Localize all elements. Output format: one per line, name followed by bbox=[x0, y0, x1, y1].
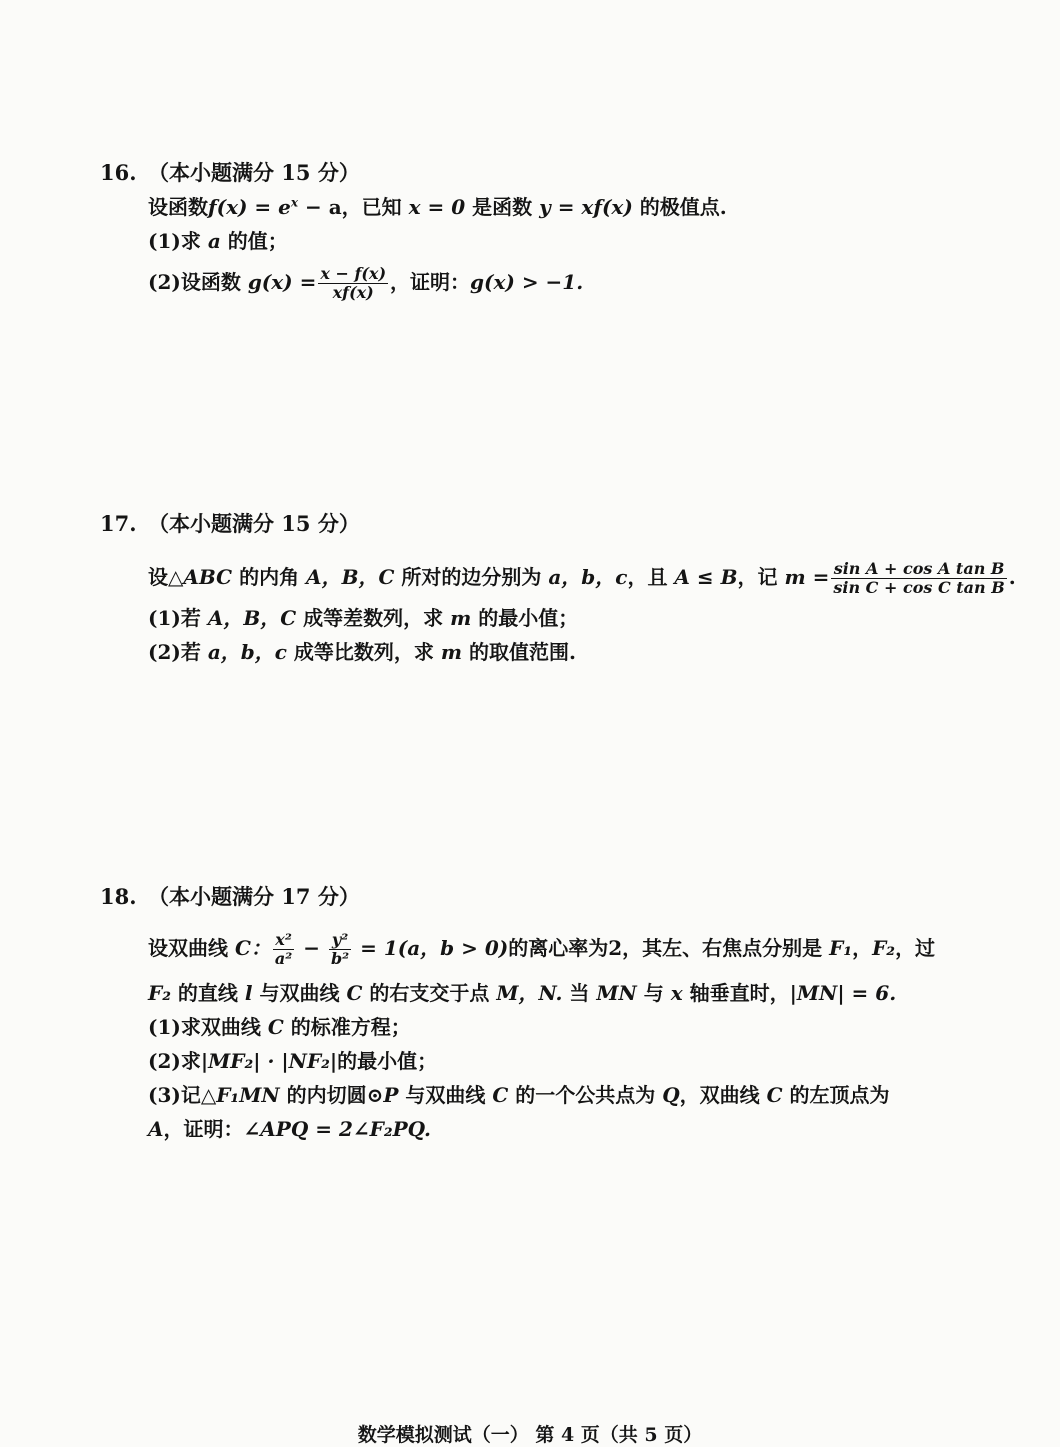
points-mn: M，N. bbox=[496, 981, 563, 1005]
variable-m: m = bbox=[784, 565, 830, 589]
focus-f1: F₁ bbox=[829, 936, 853, 960]
score-note: （本小题满分 15 分） bbox=[148, 160, 360, 185]
text: 设函数 bbox=[148, 195, 208, 219]
score-note: （本小题满分 17 分） bbox=[148, 884, 360, 909]
text: ，记 bbox=[737, 565, 785, 589]
part-label: (1)求 bbox=[148, 229, 208, 253]
problem-heading bbox=[100, 507, 960, 541]
text: 当 bbox=[562, 981, 597, 1005]
problem-heading bbox=[100, 156, 960, 190]
problem-number: 18. bbox=[100, 884, 137, 909]
fraction-numerator: x − f(x) bbox=[320, 263, 387, 283]
fraction bbox=[318, 265, 388, 303]
problem-statement bbox=[148, 190, 960, 224]
fraction-denominator: sin C + cos C tan B bbox=[833, 578, 1005, 597]
part-1 bbox=[148, 224, 960, 258]
text: 设△ bbox=[148, 565, 184, 589]
text: ， bbox=[852, 936, 873, 960]
text: 的左顶点为 bbox=[782, 1083, 890, 1107]
text: 的最小值； bbox=[471, 606, 579, 630]
part-label: (3)记△ bbox=[148, 1083, 217, 1107]
text: 的取值范围. bbox=[462, 640, 576, 664]
text: 是函数 bbox=[465, 195, 540, 219]
text: 与双曲线 bbox=[398, 1083, 493, 1107]
text: 的直线 bbox=[170, 981, 245, 1005]
text: − bbox=[296, 936, 327, 960]
text: 设双曲线 bbox=[148, 936, 235, 960]
fraction-numerator: x² bbox=[273, 931, 294, 950]
segment-mn: MN bbox=[596, 981, 637, 1005]
part-1 bbox=[148, 601, 960, 635]
text: . bbox=[1008, 565, 1016, 589]
claim: g(x) > −1. bbox=[470, 270, 584, 294]
score-note: （本小题满分 15 分） bbox=[148, 511, 360, 536]
text: 轴垂直时， bbox=[682, 981, 790, 1005]
page-footer: 数学模拟测试（一） 第 4 页（共 5 页） bbox=[357, 1424, 703, 1446]
angles: A，B，C bbox=[306, 565, 395, 589]
variables: A，B，C bbox=[207, 606, 297, 630]
part-2 bbox=[148, 635, 960, 669]
curve-c: C bbox=[766, 1083, 783, 1107]
equation: = 1(a，b > 0) bbox=[353, 936, 509, 960]
curve-c: C bbox=[267, 1015, 284, 1039]
text: 成等比数列，求 bbox=[286, 640, 441, 664]
part-3-continued bbox=[148, 1112, 960, 1146]
text: 的标准方程； bbox=[283, 1015, 411, 1039]
triangle: F₁MN bbox=[216, 1083, 280, 1107]
point-a: A bbox=[148, 1117, 164, 1141]
triangle: ABC bbox=[183, 565, 233, 589]
variable-m: m bbox=[450, 606, 472, 630]
part-label: (2)设函数 bbox=[148, 270, 248, 294]
text: 所对的边分别为 bbox=[394, 565, 549, 589]
text: ，证明： bbox=[390, 270, 471, 294]
inequality: A ≤ B bbox=[674, 565, 738, 589]
point-p: P bbox=[383, 1083, 399, 1107]
text: ，过 bbox=[895, 936, 936, 960]
variable-m: m bbox=[440, 640, 463, 664]
problem-number: 17. bbox=[100, 511, 137, 536]
function-f: f(x) = e bbox=[208, 195, 291, 219]
text: 的离心率为2，其左、右焦点分别是 bbox=[508, 936, 830, 960]
length-value: |MN| = 6. bbox=[789, 981, 897, 1005]
part-label: (1)求双曲线 bbox=[148, 1015, 268, 1039]
fraction-denominator: xf(x) bbox=[332, 283, 374, 302]
part-label: (2)若 bbox=[148, 640, 208, 664]
problem-number: 16. bbox=[100, 160, 137, 185]
function-y: y = xf(x) bbox=[539, 195, 633, 219]
problem-statement bbox=[148, 924, 960, 972]
focus-f2: F₂ bbox=[148, 981, 171, 1005]
problem-18 bbox=[100, 880, 960, 1146]
variables: a，b，c bbox=[207, 640, 287, 664]
text: ，且 bbox=[627, 565, 675, 589]
fraction-y bbox=[329, 931, 351, 969]
text: 的最小值； bbox=[337, 1049, 438, 1073]
text: 的内角 bbox=[232, 565, 307, 589]
point-q: Q bbox=[662, 1083, 680, 1107]
axis-x: x bbox=[670, 981, 683, 1005]
text: 与 bbox=[636, 981, 671, 1005]
part-3 bbox=[148, 1078, 960, 1112]
text: − a，已知 bbox=[298, 195, 409, 219]
part-2 bbox=[148, 1044, 960, 1078]
text: 的内切圆⊙ bbox=[279, 1083, 384, 1107]
function-g: g(x) = bbox=[247, 270, 317, 294]
curve-c: C bbox=[346, 981, 363, 1005]
part-2 bbox=[148, 258, 960, 306]
problem-statement bbox=[148, 553, 1016, 601]
fraction-x bbox=[273, 931, 294, 969]
expression: |MF₂| · |NF₂| bbox=[200, 1049, 338, 1073]
problem-heading bbox=[100, 880, 960, 914]
part-label: (1)若 bbox=[148, 606, 208, 630]
text: 的右支交于点 bbox=[362, 981, 497, 1005]
focus-f2: F₂ bbox=[872, 936, 896, 960]
fraction-numerator: sin A + cos A tan B bbox=[831, 560, 1006, 579]
condition: x = 0 bbox=[408, 195, 466, 219]
curve-c: C： bbox=[234, 936, 271, 960]
text: 与双曲线 bbox=[252, 981, 347, 1005]
fraction bbox=[831, 560, 1006, 598]
fraction-numerator: y² bbox=[329, 931, 351, 950]
part-1 bbox=[148, 1010, 960, 1044]
problem-17 bbox=[100, 507, 1016, 669]
text: 成等差数列，求 bbox=[296, 606, 451, 630]
fraction-denominator: a² bbox=[274, 949, 293, 968]
claim: ∠APQ = 2∠F₂PQ. bbox=[243, 1117, 432, 1141]
text: 的值； bbox=[220, 229, 288, 253]
sides: a，b，c bbox=[548, 565, 628, 589]
variable: a bbox=[207, 229, 221, 253]
curve-c: C bbox=[492, 1083, 509, 1107]
problem-16 bbox=[100, 156, 960, 306]
text: 的极值点. bbox=[632, 195, 727, 219]
text: ，证明： bbox=[163, 1117, 244, 1141]
text: 的一个公共点为 bbox=[508, 1083, 663, 1107]
part-label: (2)求 bbox=[148, 1049, 201, 1073]
line-l: l bbox=[244, 981, 253, 1005]
text: ，双曲线 bbox=[679, 1083, 767, 1107]
fraction-denominator: b² bbox=[330, 949, 350, 968]
problem-statement-line-2 bbox=[148, 976, 960, 1010]
exponent: x bbox=[290, 195, 299, 210]
